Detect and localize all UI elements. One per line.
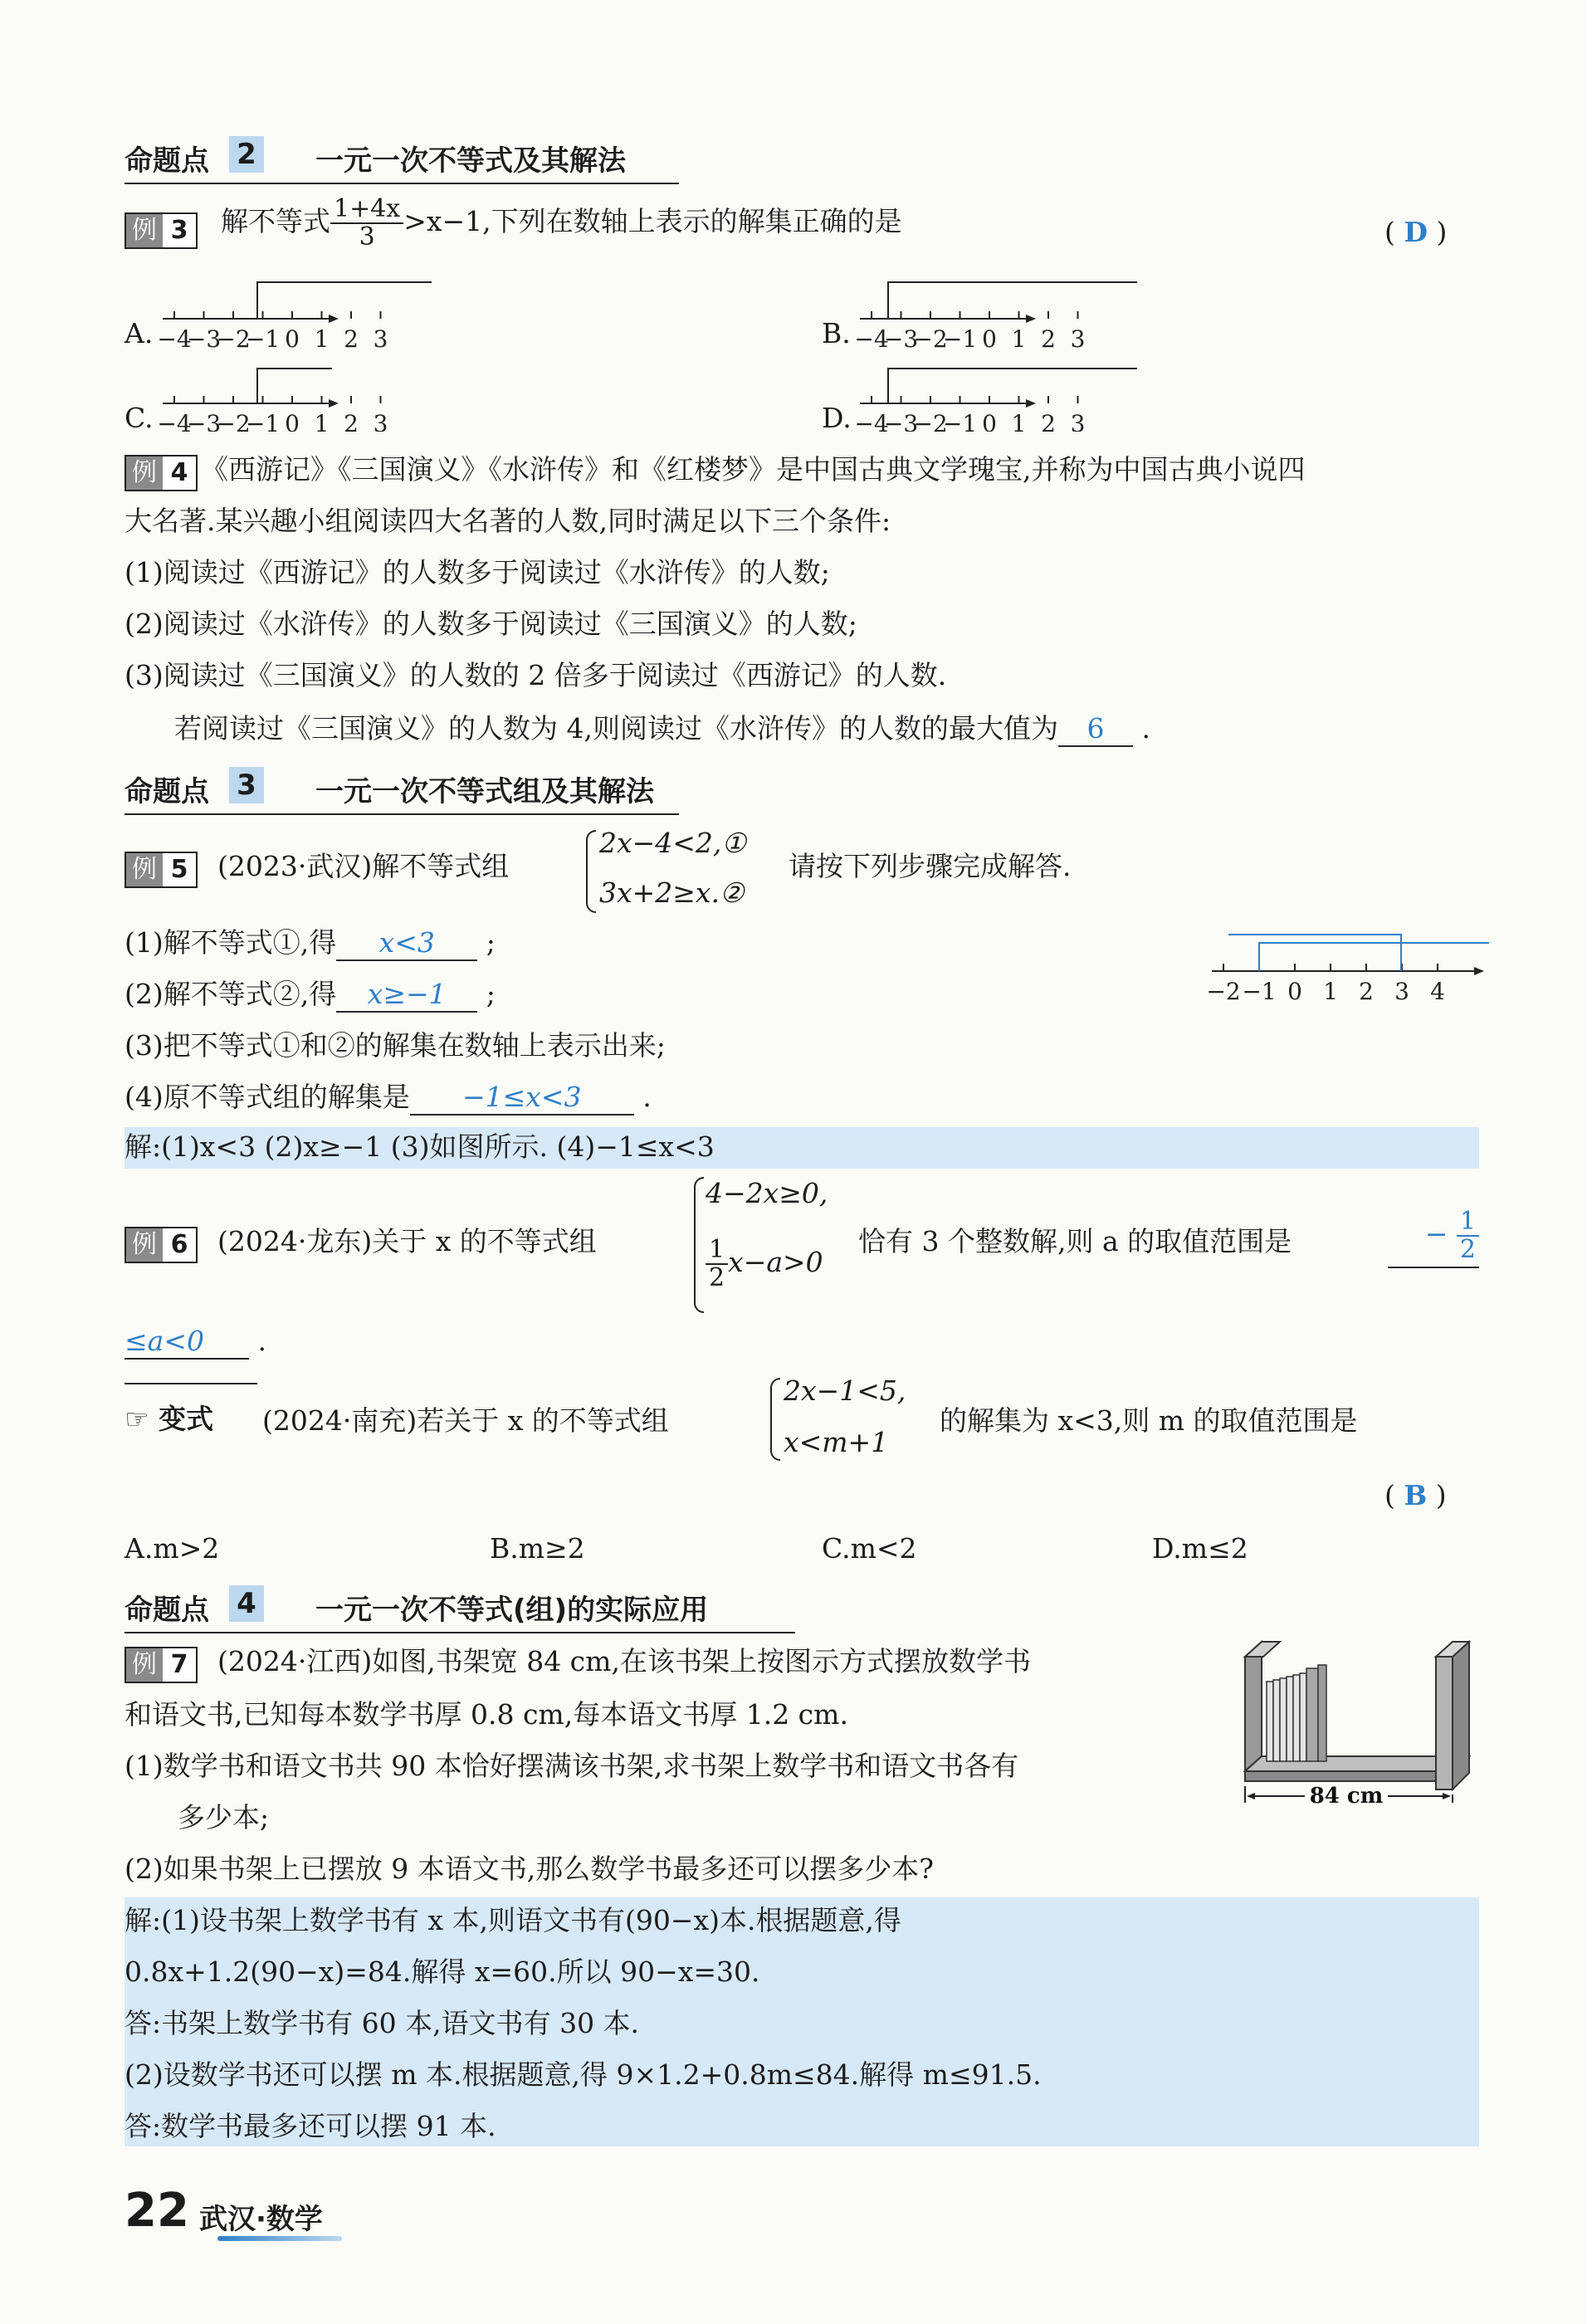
solution-bracket	[888, 282, 1137, 319]
example-7-q1: (1)数学书和语文书共 90 本恰好摆满该书架,求书架上数学书和语文书各有	[125, 1750, 1019, 1782]
section-header-2	[125, 133, 679, 184]
system-brace	[694, 1177, 704, 1313]
step-2: (2)解不等式②,得 x≥−1 ;	[125, 978, 496, 1013]
tick-label: −4	[854, 325, 889, 353]
example-5-instruction: 请按下列步骤完成解答.	[789, 850, 1072, 882]
solution-number-line	[1195, 913, 1494, 1004]
example-4-cond-2: (2)阅读过《水浒传》的人数多于阅读过《三国演义》的人数;	[125, 608, 857, 640]
example-4-question: 若阅读过《三国演义》的人数为 4,则阅读过《水浒传》的人数的最大值为 6 .	[174, 712, 1150, 747]
tick-label: 1	[314, 410, 330, 432]
example-7-sol-3: 答:书架上数学书有 60 本,语文书有 30 本.	[125, 2007, 640, 2039]
tick-label: 1	[1011, 325, 1027, 353]
example-6-source: (2024·龙东)关于 x 的不等式组	[217, 1225, 597, 1257]
tick-label: 3	[373, 325, 388, 353]
section-label: 命题点	[125, 1594, 209, 1627]
section-label: 命题点	[125, 144, 209, 178]
tick-label: 2	[1041, 410, 1056, 432]
solution-bracket	[1259, 943, 1489, 971]
axis-arrow	[1026, 399, 1036, 408]
example-7-sol-5: 答:数学书最多还可以摆 91 本.	[125, 2110, 496, 2142]
tick-label: 0	[982, 325, 997, 353]
option-b: B.	[822, 317, 851, 349]
system-eq-2: x<m+1	[784, 1426, 889, 1458]
example-tag-5: 例 5	[125, 852, 198, 888]
tick-label: −2	[216, 325, 251, 353]
tick-label: 3	[1070, 410, 1086, 432]
variant-option-b: B.m≥2	[490, 1532, 585, 1565]
tick-label: −1	[245, 410, 281, 432]
example-tag-7: 例 7	[125, 1647, 198, 1683]
tick-label: 3	[373, 410, 388, 432]
tick-label: 0	[982, 410, 997, 432]
tick-label: −4	[854, 410, 889, 432]
tick-label: −2	[1206, 978, 1241, 1004]
section-title: 一元一次不等式(组)的实际应用	[315, 1594, 709, 1627]
tick-label: −1	[942, 325, 978, 353]
axis-arrow	[329, 399, 339, 408]
tick-label: 1	[1323, 978, 1338, 1004]
answer-bracket: ( B )	[1384, 1479, 1447, 1511]
tick-label: 0	[285, 410, 300, 432]
footer-accent	[217, 2236, 342, 2241]
example-4-line-1: 《西游记》《三国演义》《水浒传》和《红楼梦》是中国古典文学瑰宝,并称为中国古典小说四	[201, 453, 1306, 486]
axis-arrow	[1026, 315, 1036, 323]
example-7-sol-2: 0.8x+1.2(90−x)=84.解得 x=60.所以 90−x=30.	[125, 1955, 760, 1988]
tick-label: 3	[1394, 978, 1409, 1004]
variant-option-a: A.m>2	[125, 1532, 220, 1565]
section-header-4	[125, 1582, 795, 1633]
tick-label: 2	[344, 410, 359, 432]
tick-label: −1	[1242, 978, 1277, 1004]
shelf-width-label: 84 cm	[1309, 1784, 1384, 1806]
example-7-q1-cont: 多少本;	[178, 1801, 270, 1833]
example-7-q2: (2)如果书架上已摆放 9 本语文书,那么数学书最多还可以摆多少本?	[125, 1853, 934, 1885]
example-4-line-2: 大名著.某兴趣小组阅读四大名著的人数,同时满足以下三个条件:	[125, 505, 891, 537]
section-header-3	[125, 764, 679, 815]
tick-label: −3	[883, 325, 919, 353]
tick-label: −3	[186, 410, 222, 432]
solution-bracket	[257, 282, 432, 319]
tick-label: 2	[1359, 978, 1374, 1004]
example-7-sol-4: (2)设数学书还可以摆 m 本.根据题意,得 9×1.2+0.8m≤84.解得 m≤91.5.	[125, 2058, 1042, 2091]
variant-option-c: C.m<2	[822, 1532, 917, 1565]
solution-bracket	[1228, 935, 1401, 971]
solution-bracket	[888, 369, 1137, 403]
tick-label: 1	[1011, 410, 1027, 432]
tick-label: 4	[1430, 978, 1445, 1004]
system-brace	[586, 830, 596, 913]
example-tag-4: 例 4	[125, 455, 198, 491]
system-eq-2: 3x+2≥x.②	[599, 876, 745, 909]
system-eq-1: 2x−4<2,①	[599, 827, 746, 859]
system-eq-2: $\frac{1}{2}$ x−a>0	[706, 1237, 823, 1291]
section-number: 3	[229, 767, 264, 803]
example-6-question: 恰有 3 个整数解,则 a 的取值范围是	[858, 1225, 1292, 1257]
tick-label: 1	[314, 325, 330, 353]
axis-arrow	[329, 315, 339, 323]
example-5-source: (2023·武汉)解不等式组	[217, 850, 510, 882]
number-line-options	[125, 274, 1162, 432]
variant-question: 的解集为 x<3,则 m 的取值范围是	[940, 1404, 1358, 1437]
system-eq-1: 4−2x≥0,	[706, 1177, 828, 1209]
example-4-cond-3: (3)阅读过《三国演义》的人数的 2 倍多于阅读过《西游记》的人数.	[125, 659, 947, 691]
example-4-cond-1: (1)阅读过《西游记》的人数多于阅读过《水浒传》的人数;	[125, 556, 830, 588]
example-tag-3: 例 3	[125, 212, 198, 249]
example-7-line-2: 和语文书,已知每本数学书厚 0.8 cm,每本语文书厚 1.2 cm.	[125, 1698, 848, 1731]
example-5-solution: 解:(1)x<3 (2)x≥−1 (3)如图所示. (4)−1≤x<3	[125, 1130, 715, 1163]
option-a: A.	[125, 317, 154, 349]
example-7-sol-1: 解:(1)设书架上数学书有 x 本,则语文书有(90−x)本.根据题意,得	[125, 1904, 901, 1936]
variant-source: (2024·南充)若关于 x 的不等式组	[262, 1404, 669, 1437]
option-c: C.	[125, 402, 154, 434]
footer-title: 武汉·数学	[199, 2203, 323, 2236]
tick-label: −4	[157, 410, 192, 432]
bookshelf-figure	[1237, 1632, 1486, 1806]
tick-label: 0	[1287, 978, 1302, 1004]
tick-label: −3	[186, 325, 222, 353]
tick-label: −1	[245, 325, 281, 353]
tick-label: −2	[216, 410, 251, 432]
system-eq-1: 2x−1<5,	[784, 1374, 906, 1407]
section-number: 4	[229, 1585, 264, 1622]
section-label: 命题点	[125, 775, 209, 808]
section-title: 一元一次不等式及其解法	[315, 144, 626, 178]
fraction: $\frac{1+4x}{3}$	[330, 196, 403, 251]
variant-option-d: D.m≤2	[1152, 1532, 1248, 1565]
tick-label: 0	[285, 325, 300, 353]
example-tag-6: 例 6	[125, 1227, 198, 1263]
section-number: 2	[229, 136, 264, 173]
tick-label: −2	[913, 325, 948, 353]
example-3-question: 解不等式 $\frac{1+4x}{3}$ >x−1,下列在数轴上表示的解集正确的是	[221, 194, 902, 251]
tick-label: −1	[942, 410, 978, 432]
axis-arrow	[1474, 967, 1484, 975]
example-6-answer-part-2: ≤a<0 .	[125, 1325, 266, 1360]
step-1: (1)解不等式①,得 x<3 ;	[125, 926, 496, 961]
option-d: D.	[822, 402, 852, 434]
example-7-line-1: (2024·江西)如图,书架宽 84 cm,在该书架上按图示方式摆放数学书	[217, 1645, 1031, 1677]
tick-label: 2	[1041, 325, 1056, 353]
system-brace	[770, 1378, 780, 1461]
tick-label: 2	[344, 325, 359, 353]
tick-label: −2	[913, 410, 948, 432]
variant-divider	[125, 1383, 257, 1384]
section-title: 一元一次不等式组及其解法	[315, 775, 654, 808]
tick-label: 3	[1070, 325, 1086, 353]
tick-label: −4	[157, 325, 192, 353]
tick-label: −3	[883, 410, 919, 432]
step-4: (4)原不等式组的解集是 −1≤x<3 .	[125, 1081, 652, 1116]
step-3: (3)把不等式①和②的解集在数轴上表示出来;	[125, 1029, 666, 1062]
answer-bracket: ( D )	[1384, 216, 1448, 248]
page-number: 22	[125, 2184, 189, 2238]
variant-label: ☞ 变式	[125, 1403, 214, 1435]
example-6-answer-part-1: − $\frac{1}{2}$	[1388, 1208, 1479, 1268]
